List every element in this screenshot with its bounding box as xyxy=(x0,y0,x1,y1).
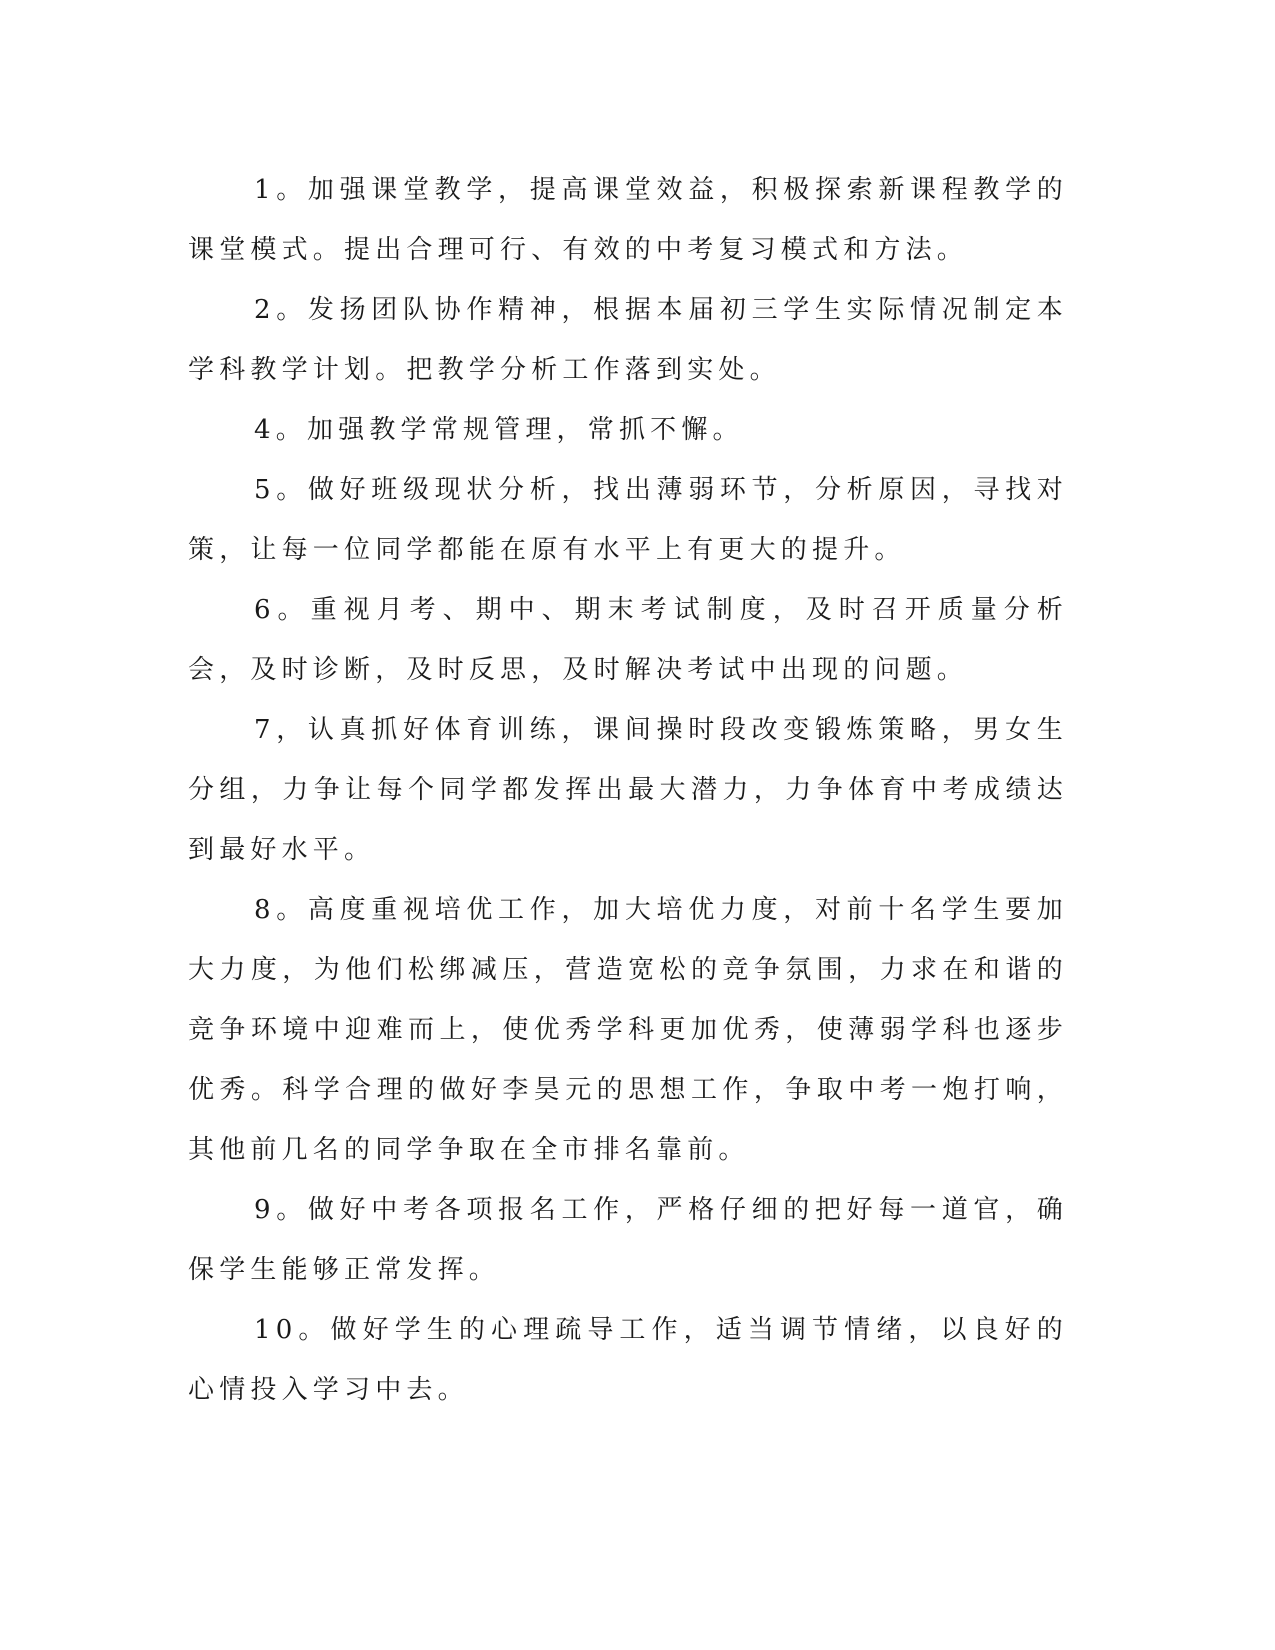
paragraph-item-4: 4。加强教学常规管理，常抓不懈。 xyxy=(254,415,744,445)
paragraph-item-1: 1。加强课堂教学，提高课堂效益，积极探索新课程教学的课堂模式。提出合理可行、有效的中考复习模式和方法。 xyxy=(188,175,1068,265)
paragraph-item-8: 8。高度重视培优工作，加大培优力度，对前十名学生要加大力度，为他们松绑减压，营造宽松的竞争氛围，力求在和谐的竞争环境中迎难而上，使优秀学科更加优秀，使薄弱学科也逐步优秀。科学合理的做好李昊元的思想工作，争取中考一炮打响，其他前几名的同学争取在全市排名靠前。 xyxy=(188,895,1068,1165)
paragraph-item-9: 9。做好中考各项报名工作，严格仔细的把好每一道官，确保学生能够正常发挥。 xyxy=(188,1195,1068,1285)
paragraph-item-10: 10。做好学生的心理疏导工作，适当调节情绪，以良好的心情投入学习中去。 xyxy=(188,1315,1068,1405)
paragraph-item-7: 7，认真抓好体育训练，课间操时段改变锻炼策略，男女生分组，力争让每个同学都发挥出最大潜力，力争体育中考成绩达到最好水平。 xyxy=(188,715,1068,865)
document-body xyxy=(188,160,1068,1420)
paragraph-item-6: 6。重视月考、期中、期末考试制度，及时召开质量分析会，及时诊断，及时反思，及时解决考试中出现的问题。 xyxy=(188,595,1068,685)
paragraph-item-5: 5。做好班级现状分析，找出薄弱环节，分析原因，寻找对策，让每一位同学都能在原有水平上有更大的提升。 xyxy=(188,475,1068,565)
paragraph-item-2: 2。发扬团队协作精神，根据本届初三学生实际情况制定本学科教学计划。把教学分析工作落到实处。 xyxy=(188,295,1068,385)
